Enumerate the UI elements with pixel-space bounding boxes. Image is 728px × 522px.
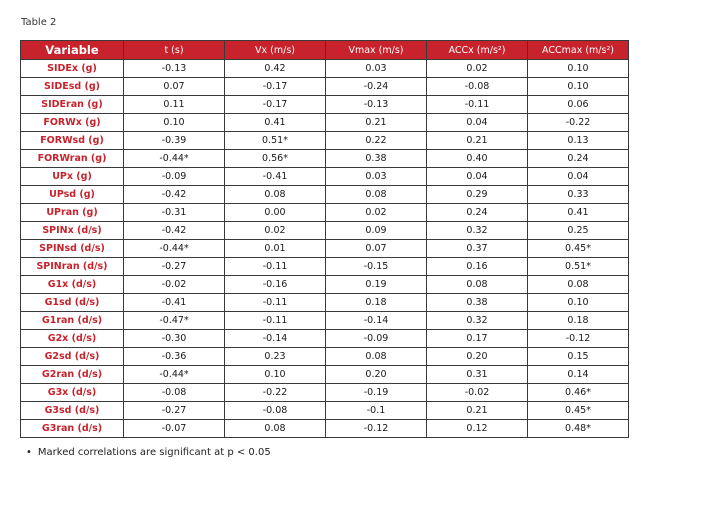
table-row <box>21 402 629 420</box>
value-cell: 0.46* <box>528 384 629 402</box>
table-row <box>21 222 629 240</box>
value-cell: -0.08 <box>124 384 225 402</box>
value-cell: -0.42 <box>124 222 225 240</box>
variable-cell: SPINx (d/s) <box>21 222 124 240</box>
value-cell: 0.32 <box>427 312 528 330</box>
value-cell: 0.41 <box>225 114 326 132</box>
value-cell: -0.15 <box>326 258 427 276</box>
value-cell: 0.40 <box>427 150 528 168</box>
variable-cell: G3sd (d/s) <box>21 402 124 420</box>
value-cell: -0.12 <box>326 420 427 438</box>
variable-cell: G2ran (d/s) <box>21 366 124 384</box>
variable-cell: G3ran (d/s) <box>21 420 124 438</box>
table-row <box>21 294 629 312</box>
value-cell: -0.27 <box>124 402 225 420</box>
value-cell: -0.11 <box>225 312 326 330</box>
value-cell: -0.17 <box>225 96 326 114</box>
value-cell: 0.21 <box>427 402 528 420</box>
value-cell: 0.22 <box>326 132 427 150</box>
value-cell: 0.10 <box>528 294 629 312</box>
value-cell: 0.37 <box>427 240 528 258</box>
variable-cell: SPINsd (d/s) <box>21 240 124 258</box>
variable-cell: G1ran (d/s) <box>21 312 124 330</box>
value-cell: 0.16 <box>427 258 528 276</box>
value-cell: 0.12 <box>427 420 528 438</box>
value-cell: -0.09 <box>326 330 427 348</box>
variable-cell: G2sd (d/s) <box>21 348 124 366</box>
value-cell: -0.44* <box>124 366 225 384</box>
table-row <box>21 150 629 168</box>
value-cell: -0.22 <box>528 114 629 132</box>
value-cell: -0.44* <box>124 150 225 168</box>
value-cell: -0.11 <box>225 294 326 312</box>
value-cell: 0.04 <box>427 114 528 132</box>
variable-cell: G1sd (d/s) <box>21 294 124 312</box>
value-cell: 0.14 <box>528 366 629 384</box>
value-cell: -0.07 <box>124 420 225 438</box>
value-cell: 0.07 <box>326 240 427 258</box>
bullet-glyph: • <box>26 447 32 458</box>
value-cell: 0.02 <box>427 60 528 78</box>
value-cell: 0.24 <box>528 150 629 168</box>
value-cell: 0.13 <box>528 132 629 150</box>
value-cell: 0.51* <box>528 258 629 276</box>
value-cell: 0.24 <box>427 204 528 222</box>
value-cell: 0.38 <box>427 294 528 312</box>
value-cell: -0.11 <box>225 258 326 276</box>
table-row <box>21 114 629 132</box>
value-cell: 0.08 <box>427 276 528 294</box>
value-cell: -0.39 <box>124 132 225 150</box>
value-cell: 0.19 <box>326 276 427 294</box>
value-cell: -0.02 <box>124 276 225 294</box>
note-text: Marked correlations are significant at p < 0.05 <box>37 447 271 458</box>
value-cell: -0.41 <box>124 294 225 312</box>
variable-cell: G3x (d/s) <box>21 384 124 402</box>
table-row <box>21 348 629 366</box>
value-cell: 0.08 <box>528 276 629 294</box>
value-cell: -0.13 <box>326 96 427 114</box>
value-cell: 0.02 <box>225 222 326 240</box>
value-cell: 0.09 <box>326 222 427 240</box>
table-header <box>21 41 629 60</box>
value-cell: 0.06 <box>528 96 629 114</box>
value-cell: 0.15 <box>528 348 629 366</box>
table-row <box>21 204 629 222</box>
value-cell: 0.18 <box>528 312 629 330</box>
variable-cell: G1x (d/s) <box>21 276 124 294</box>
value-cell: -0.27 <box>124 258 225 276</box>
table-caption: Table 2 <box>21 17 57 28</box>
value-cell: 0.10 <box>528 60 629 78</box>
value-cell: -0.24 <box>326 78 427 96</box>
value-cell: 0.08 <box>326 348 427 366</box>
value-cell: 0.03 <box>326 60 427 78</box>
column-header: t (s) <box>124 41 225 60</box>
table-row <box>21 384 629 402</box>
value-cell: 0.32 <box>427 222 528 240</box>
table-row <box>21 60 629 78</box>
table-row <box>21 240 629 258</box>
column-header: Vmax (m/s) <box>326 41 427 60</box>
value-cell: 0.04 <box>427 168 528 186</box>
value-cell: 0.45* <box>528 402 629 420</box>
value-cell: 0.10 <box>528 78 629 96</box>
value-cell: -0.02 <box>427 384 528 402</box>
value-cell: -0.41 <box>225 168 326 186</box>
variable-cell: FORWran (g) <box>21 150 124 168</box>
table-row <box>21 96 629 114</box>
value-cell: 0.33 <box>528 186 629 204</box>
value-cell: 0.07 <box>124 78 225 96</box>
variable-cell: UPx (g) <box>21 168 124 186</box>
value-cell: 0.08 <box>326 186 427 204</box>
value-cell: -0.14 <box>326 312 427 330</box>
value-cell: -0.09 <box>124 168 225 186</box>
correlation-table <box>20 40 629 438</box>
table-row <box>21 420 629 438</box>
value-cell: 0.38 <box>326 150 427 168</box>
value-cell: 0.41 <box>528 204 629 222</box>
value-cell: 0.03 <box>326 168 427 186</box>
value-cell: -0.17 <box>225 78 326 96</box>
value-cell: -0.14 <box>225 330 326 348</box>
value-cell: 0.08 <box>225 420 326 438</box>
value-cell: -0.1 <box>326 402 427 420</box>
value-cell: 0.10 <box>124 114 225 132</box>
value-cell: 0.20 <box>427 348 528 366</box>
value-cell: 0.56* <box>225 150 326 168</box>
variable-cell: UPran (g) <box>21 204 124 222</box>
value-cell: -0.36 <box>124 348 225 366</box>
value-cell: 0.02 <box>326 204 427 222</box>
value-cell: 0.21 <box>427 132 528 150</box>
variable-cell: FORWsd (g) <box>21 132 124 150</box>
value-cell: -0.47* <box>124 312 225 330</box>
variable-cell: SIDEx (g) <box>21 60 124 78</box>
value-cell: -0.19 <box>326 384 427 402</box>
table-row <box>21 78 629 96</box>
value-cell: -0.08 <box>427 78 528 96</box>
value-cell: 0.11 <box>124 96 225 114</box>
table-body <box>21 60 629 438</box>
value-cell: 0.51* <box>225 132 326 150</box>
significance-note <box>26 447 271 458</box>
value-cell: 0.17 <box>427 330 528 348</box>
table-row <box>21 168 629 186</box>
table-row <box>21 132 629 150</box>
variable-cell: SIDEsd (g) <box>21 78 124 96</box>
table-row <box>21 330 629 348</box>
variable-cell: SIDEran (g) <box>21 96 124 114</box>
value-cell: 0.10 <box>225 366 326 384</box>
value-cell: 0.31 <box>427 366 528 384</box>
value-cell: 0.04 <box>528 168 629 186</box>
column-header: ACCx (m/s²) <box>427 41 528 60</box>
variable-cell: UPsd (g) <box>21 186 124 204</box>
value-cell: -0.16 <box>225 276 326 294</box>
column-header: Variable <box>21 41 124 60</box>
variable-cell: SPINran (d/s) <box>21 258 124 276</box>
value-cell: 0.48* <box>528 420 629 438</box>
value-cell: 0.29 <box>427 186 528 204</box>
value-cell: 0.20 <box>326 366 427 384</box>
value-cell: 0.23 <box>225 348 326 366</box>
value-cell: 0.21 <box>326 114 427 132</box>
table-row <box>21 366 629 384</box>
value-cell: -0.08 <box>225 402 326 420</box>
value-cell: -0.44* <box>124 240 225 258</box>
value-cell: 0.45* <box>528 240 629 258</box>
value-cell: -0.42 <box>124 186 225 204</box>
value-cell: -0.22 <box>225 384 326 402</box>
value-cell: -0.12 <box>528 330 629 348</box>
table-row <box>21 186 629 204</box>
variable-cell: G2x (d/s) <box>21 330 124 348</box>
value-cell: 0.42 <box>225 60 326 78</box>
value-cell: 0.08 <box>225 186 326 204</box>
table-row <box>21 312 629 330</box>
column-header: Vx (m/s) <box>225 41 326 60</box>
value-cell: -0.31 <box>124 204 225 222</box>
value-cell: 0.18 <box>326 294 427 312</box>
table-row <box>21 258 629 276</box>
variable-cell: FORWx (g) <box>21 114 124 132</box>
table-row <box>21 276 629 294</box>
value-cell: 0.25 <box>528 222 629 240</box>
value-cell: 0.00 <box>225 204 326 222</box>
column-header: ACCmax (m/s²) <box>528 41 629 60</box>
value-cell: -0.11 <box>427 96 528 114</box>
value-cell: -0.30 <box>124 330 225 348</box>
value-cell: -0.13 <box>124 60 225 78</box>
header-row <box>21 41 629 60</box>
value-cell: 0.01 <box>225 240 326 258</box>
